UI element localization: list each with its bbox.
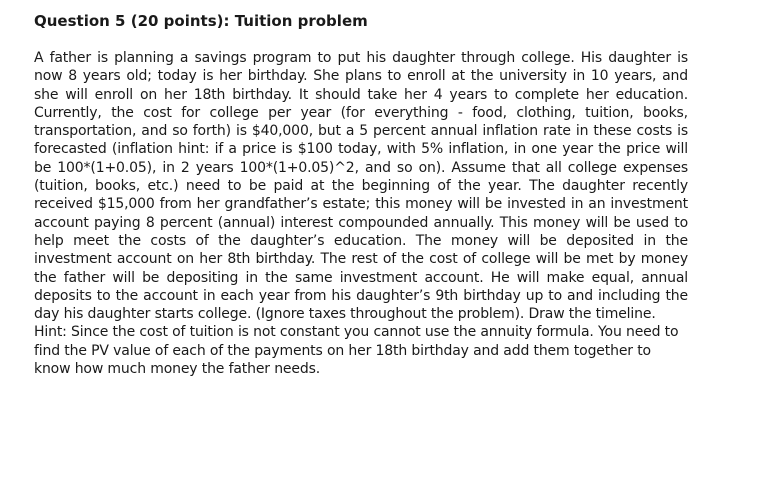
question-title: Question 5 (20 points): Tuition problem	[34, 12, 368, 30]
hint-paragraph: Hint: Since the cost of tuition is not constant you cannot use the annuity formula. You need to find the PV value of each of the payments on her 18th birthday and add them together to know how much money the father needs.	[34, 324, 679, 378]
problem-paragraph: A father is planning a savings program to put his daughter through college. His daughter is now 8 years old; today is her birthday. She plans to enroll at the university in 10 years, and she will enroll on her 18th birthday. It should take her 4 years to complete her education. Currently, the cost for college per year (for everything - food, clothing, tuition, books, transportation, and so forth) is $40,000, but a 5 percent annual inflation rate in these costs is forecasted (inflation hint: if a price is $100 today, with 5% inflation, in one year the price will be 100*(1+0.05), in 2 years 100*(1+0.05)^2, and so on). Assume that all college expenses (tuition, books, etc.) need to be paid at the beginning of the year. The daughter recently received $15,000 from her grandfather’s estate; this money will be invested in an investment account paying 8 percent (annual) interest compounded annually. This money will be used to help meet the costs of the daughter’s education. The money will be deposited in the investment account on her 8th birthday. The rest of the cost of college will be met by money the father will be depositing in the same investment account. He will make equal, annual deposits to the account in each year from his daughter’s 9th birthday up to and including the day his daughter starts college. (Ignore taxes throughout the problem). Draw the timeline.	[34, 50, 688, 323]
question-body	[34, 49, 688, 378]
